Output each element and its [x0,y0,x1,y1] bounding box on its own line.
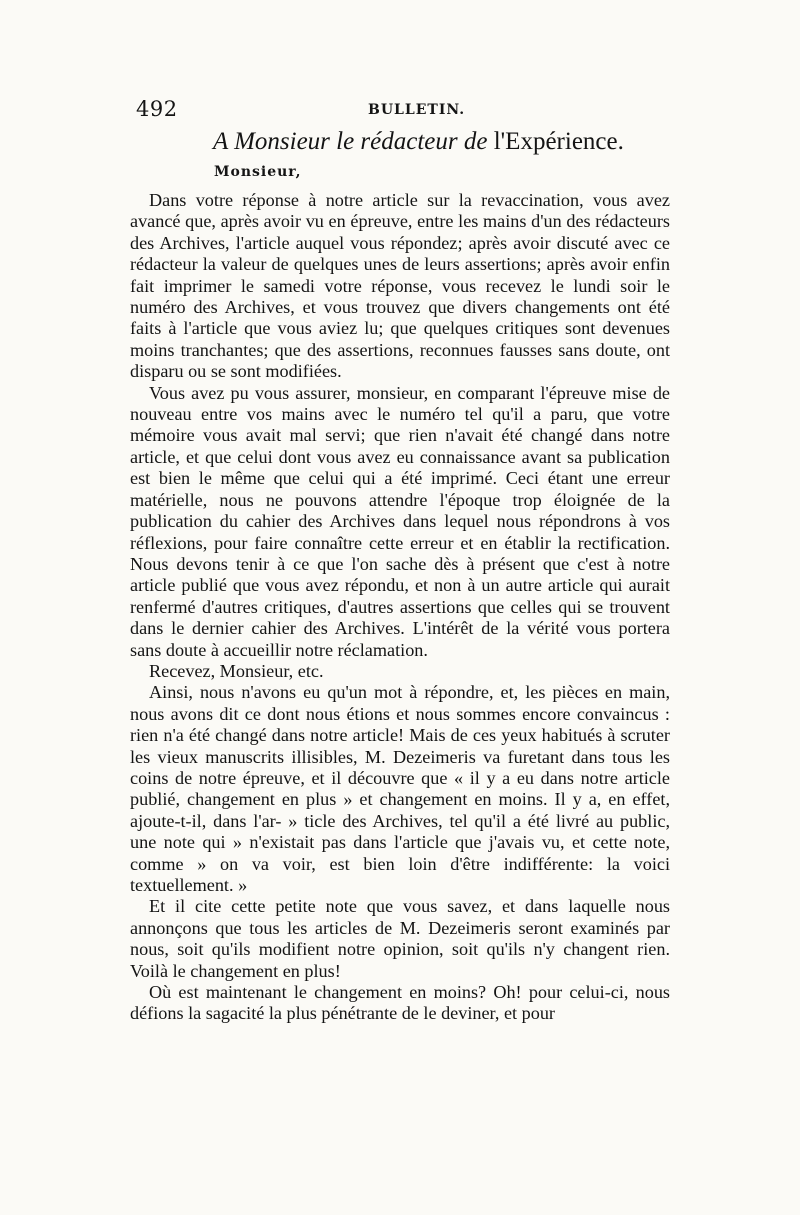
paragraph: Dans votre réponse à notre article sur la revaccination, vous avez avancé que, après avoir vu en épreuve, entre les mains d'un des rédacteurs des Archives, l'article auquel vous répondez; après avoir discuté avec ce rédacteur la valeur de quelques unes de leurs assertions; après avoir enfin fait imprimer le samedi votre réponse, vous recevez le lundi soir le numéro des Archives, et vous trouvez que divers changements ont été faits à l'article que vous aviez lu; que quelques critiques sont devenues moins tranchantes; que des assertions, reconnues fausses sans doute, ont disparu ou se sont modifiées. [130,190,670,382]
paragraph: Et il cite cette petite note que vous savez, et dans laquelle nous annonçons que tous les articles de M. Dezeimeris seront examinés par nous, soit qu'ils modifient notre opinion, soit qu'ils n'y changent rien. Voilà le changement en plus! [130,896,670,981]
letter-body [130,190,670,1025]
paragraph: Vous avez pu vous assurer, monsieur, en comparant l'épreuve mise de nouveau entre vos mains avec le numéro tel qu'il a paru, que votre mémoire vous avait mal servi; que rien n'avait été changé dans notre article, et que celui dont vous avez eu connaissance avant sa publication est bien le même que celui qui a été imprimé. Ceci étant une erreur matérielle, nous ne pouvons attendre l'époque trop éloignée de la publication du cahier des Archives dans lequel nous répondrons à vos réflexions, pour faire connaître cette erreur et en établir la rectification. Nous devons tenir à ce que l'on sache dès à présent que c'est à notre article publié que vous avez répondu, et non à un autre article qui aurait renfermé d'autres critiques, d'autres assertions que celles qui se trouvent dans le dernier cahier des Archives. L'intérêt de la vérité vous portera sans doute à accueillir notre réclamation. [130,382,670,660]
running-head: BULLETIN. [368,102,466,118]
salutation: Monsieur, [214,164,302,180]
article-title-suffix: l'Expérience. [493,128,624,155]
paragraph: Où est maintenant le changement en moins? Oh! pour celui-ci, nous défions la sagacité la plus pénétrante de le deviner, et pour [130,982,670,1024]
paragraph: Ainsi, nous n'avons eu qu'un mot à répondre, et, les pièces en main, nous avons dit ce dont nous étions et nous sommes encore convaincus : rien n'a été changé dans notre article! Mais de ces yeux habitués à scruter les vieux manuscrits illisibles, M. Dezeimeris va furetant dans tous les coins de notre épreuve, et il découvre que « il y a eu dans notre article publié, changement en plus » et changement en moins. Il y a, en effet, ajoute-t-il, dans l'ar- » ticle des Archives, tel qu'il a été livré au public, une note qui » n'existait pas dans l'article que j'avais vu, et cette note, comme » on va voir, est bien loin d'être indifférente: la voici textuellement. » [130,682,670,895]
closing-line: Recevez, Monsieur, etc. [149,660,324,681]
page-number: 492 [136,97,178,121]
article-title-prefix: A Monsieur le rédacteur de [213,128,494,155]
page-header [136,97,670,125]
article-title [213,128,624,156]
